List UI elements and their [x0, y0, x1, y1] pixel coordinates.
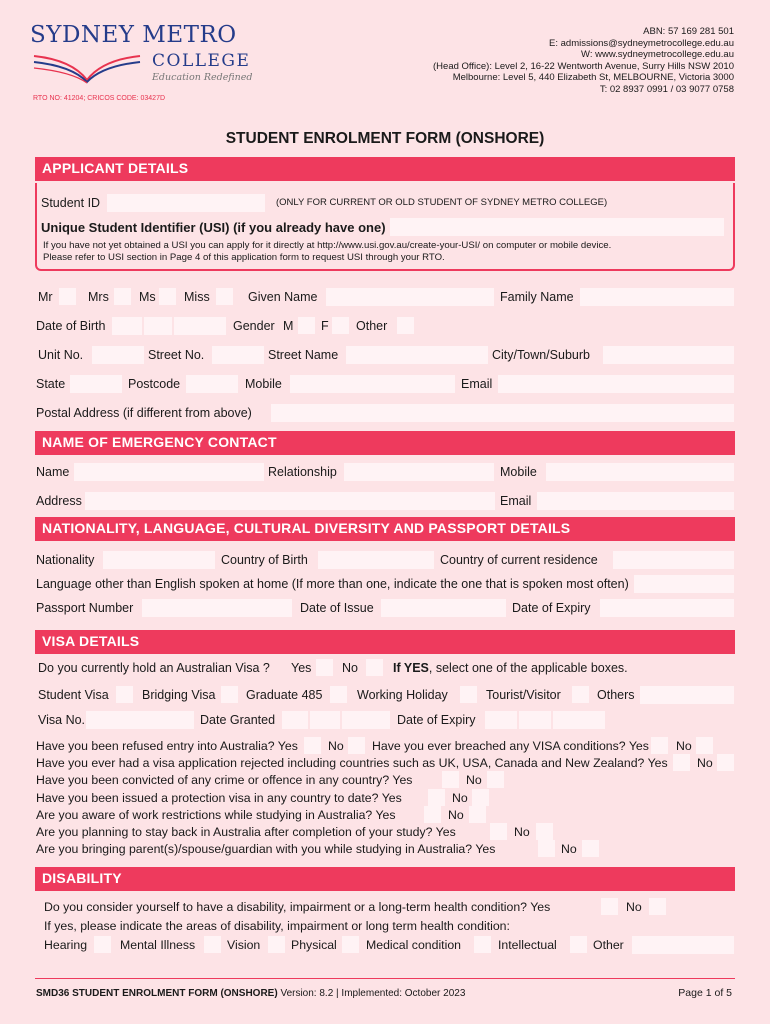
nationality-label: Nationality — [36, 553, 95, 567]
if-yes-instruction: If YES, select one of the applicable boxes. — [393, 661, 628, 675]
q-convicted-no-checkbox[interactable] — [487, 771, 504, 788]
q-refused-entry-no-checkbox[interactable] — [348, 737, 365, 754]
q-protection-visa-no-label: No — [452, 791, 468, 805]
student-id-label: Student ID — [41, 196, 101, 210]
usi-label: Unique Student Identifier (USI) (if you already have one) — [41, 220, 386, 235]
given-name-field[interactable] — [326, 288, 494, 306]
q-stay-back: Are you planning to stay back in Australia after completion of your study? Yes — [36, 825, 456, 839]
dob-year-field[interactable] — [174, 317, 226, 335]
dob-day-field[interactable] — [112, 317, 142, 335]
q-visa-rejected-yes-checkbox[interactable] — [673, 754, 690, 771]
visa-type-graduate-label: Graduate 485 — [246, 688, 323, 702]
gender-other-checkbox[interactable] — [397, 317, 414, 334]
q-visa-rejected-no-checkbox[interactable] — [717, 754, 734, 771]
q-refused-entry-no-label: No — [328, 739, 344, 753]
relationship-field[interactable] — [344, 463, 494, 481]
visa-expiry-label: Date of Expiry — [397, 713, 476, 727]
country-of-birth-field[interactable] — [318, 551, 434, 569]
visa-type-others-field[interactable] — [640, 686, 734, 704]
email-field[interactable] — [498, 375, 734, 393]
state-field[interactable] — [70, 375, 122, 393]
rto-code: RTO NO: 41204; CRICOS CODE: 03427D — [33, 95, 166, 102]
visa-expiry-day-field[interactable] — [485, 711, 517, 729]
country-of-birth-label: Country of Birth — [221, 553, 308, 567]
disability-other-field[interactable] — [632, 936, 734, 954]
q-breached-visa-yes-checkbox[interactable] — [651, 737, 668, 754]
family-name-label: Family Name — [500, 290, 574, 304]
emergency-name-field[interactable] — [74, 463, 264, 481]
section-applicant-details: APPLICANT DETAILS — [35, 157, 735, 181]
city-field[interactable] — [603, 346, 734, 364]
postal-address-label: Postal Address (if different from above) — [36, 406, 252, 420]
visa-type-student-checkbox[interactable] — [116, 686, 133, 703]
visa-type-bridging-label: Bridging Visa — [142, 688, 216, 702]
date-of-issue-label: Date of Issue — [300, 601, 374, 615]
gender-other-label: Other — [356, 319, 388, 333]
hold-visa-no-label: No — [342, 661, 358, 675]
title-mrs-label: Mrs — [88, 290, 109, 304]
disability-hearing-checkbox[interactable] — [94, 936, 111, 953]
postcode-label: Postcode — [128, 377, 181, 391]
visa-type-student-label: Student Visa — [38, 688, 109, 702]
disability-medical-checkbox[interactable] — [474, 936, 491, 953]
gender-label: Gender — [233, 319, 275, 333]
q-work-restrictions-yes-checkbox[interactable] — [424, 806, 441, 823]
footer-divider — [35, 978, 735, 979]
dob-month-field[interactable] — [144, 317, 172, 335]
q-bringing-family-no-label: No — [561, 842, 577, 856]
street-no-field[interactable] — [212, 346, 264, 364]
q-convicted-no-label: No — [466, 773, 482, 787]
visa-type-tourist-label: Tourist/Visitor — [486, 688, 561, 702]
postal-address-field[interactable] — [271, 404, 734, 422]
q-visa-rejected: Have you ever had a visa application rejected including countries such as UK, USA, Canada and New Zealand? Yes — [36, 756, 668, 770]
visa-type-tourist-checkbox[interactable] — [572, 686, 589, 703]
emergency-mobile-label: Mobile — [500, 465, 537, 479]
city-label: City/Town/Suburb — [492, 348, 590, 362]
disability-yes-checkbox[interactable] — [601, 898, 618, 915]
contact-phone: T: 02 8937 0991 / 03 9077 0758 — [599, 83, 734, 95]
q-work-restrictions-no-checkbox[interactable] — [469, 806, 486, 823]
emergency-address-field[interactable] — [85, 492, 495, 510]
visa-expiry-month-field[interactable] — [519, 711, 551, 729]
title-mr-checkbox[interactable] — [59, 288, 76, 305]
q-bringing-family: Are you bringing parent(s)/spouse/guardian with you while studying in Australia? Yes — [36, 842, 496, 856]
visa-expiry-year-field[interactable] — [553, 711, 605, 729]
q-refused-entry-yes-checkbox[interactable] — [304, 737, 321, 754]
dob-label: Date of Birth — [36, 319, 106, 333]
head-office-address: (Head Office): Level 2, 16-22 Wentworth Avenue, Surry Hills NSW 2010 — [433, 60, 734, 72]
q-breached-visa: Have you ever breached any VISA conditions? Yes — [372, 739, 649, 753]
postcode-field[interactable] — [186, 375, 238, 393]
mobile-field[interactable] — [290, 375, 455, 393]
title-mrs-checkbox[interactable] — [114, 288, 131, 305]
date-granted-day-field[interactable] — [282, 711, 308, 729]
disability-vision-checkbox[interactable] — [268, 936, 285, 953]
q-convicted: Have you been convicted of any crime or offence in any country? Yes — [36, 773, 413, 787]
section-visa-details: VISA DETAILS — [35, 630, 735, 654]
usi-note-1: If you have not yet obtained a USI you can apply for it directly at http://www.usi.gov.au/create-your-USI/ on computer or mobile device. — [43, 240, 612, 251]
gender-f-checkbox[interactable] — [332, 317, 349, 334]
section-emergency-contact: NAME OF EMERGENCY CONTACT — [35, 431, 735, 455]
hold-visa-question: Do you currently hold an Australian Visa ? — [38, 661, 270, 675]
disability-medical-label: Medical condition — [366, 938, 462, 952]
abn: ABN: 57 169 281 501 — [643, 26, 734, 37]
street-name-field[interactable] — [346, 346, 488, 364]
country-residence-field[interactable] — [613, 551, 734, 569]
q-work-restrictions: Are you aware of work restrictions while studying in Australia? Yes — [36, 808, 396, 822]
email-label: Email — [461, 377, 493, 391]
hold-visa-yes-label: Yes — [291, 661, 312, 675]
language-field[interactable] — [634, 575, 734, 593]
gender-m-checkbox[interactable] — [298, 317, 315, 334]
emergency-email-label: Email — [500, 494, 532, 508]
q-refused-entry: Have you been refused entry into Australia? Yes — [36, 739, 298, 753]
usi-field[interactable] — [390, 218, 724, 236]
relationship-label: Relationship — [268, 465, 337, 479]
q-protection-visa: Have you been issued a protection visa in any country to date? Yes — [36, 791, 402, 805]
hold-visa-yes-checkbox[interactable] — [316, 659, 333, 676]
unit-no-label: Unit No. — [38, 348, 84, 362]
given-name-label: Given Name — [248, 290, 318, 304]
student-id-field[interactable] — [107, 194, 265, 212]
disability-physical-label: Physical — [291, 938, 337, 952]
title-miss-label: Miss — [184, 290, 210, 304]
section-nationality: NATIONALITY, LANGUAGE, CULTURAL DIVERSITY AND PASSPORT DETAILS — [35, 517, 735, 541]
mobile-label: Mobile — [245, 377, 282, 391]
college-logo: SYDNEY METRO COLLEGE Education Redefined — [30, 22, 253, 83]
visa-type-others-label: Others — [597, 688, 635, 702]
disability-question: Do you consider yourself to have a disability, impairment or a long-term health condition? Yes — [44, 900, 551, 914]
disability-physical-checkbox[interactable] — [342, 936, 359, 953]
q-breached-visa-no-label: No — [676, 739, 692, 753]
contact-web: W: www.sydneymetrocollege.edu.au — [581, 49, 734, 60]
footer-form-info: SMD36 STUDENT ENROLMENT FORM (ONSHORE) Version: 8.2 | Implemented: October 2023 — [36, 988, 466, 999]
section-disability: DISABILITY — [35, 867, 735, 891]
disability-intellectual-checkbox[interactable] — [570, 936, 587, 953]
visa-no-label: Visa No. — [38, 713, 86, 727]
language-label: Language other than English spoken at home (If more than one, indicate the one that is spoken most often) — [36, 577, 629, 591]
date-of-issue-field[interactable] — [381, 599, 506, 617]
disability-vision-label: Vision — [227, 938, 261, 952]
emergency-mobile-field[interactable] — [546, 463, 734, 481]
title-mr-label: Mr — [38, 290, 53, 304]
visa-type-working-holiday-checkbox[interactable] — [460, 686, 477, 703]
q-bringing-family-yes-checkbox[interactable] — [538, 840, 555, 857]
emergency-address-label: Address — [36, 494, 82, 508]
family-name-field[interactable] — [580, 288, 734, 306]
logo-wings-icon — [32, 50, 142, 84]
q-convicted-yes-checkbox[interactable] — [442, 771, 459, 788]
gender-m-label: M — [283, 319, 294, 333]
date-granted-label: Date Granted — [200, 713, 276, 727]
visa-type-bridging-checkbox[interactable] — [221, 686, 238, 703]
disability-hearing-label: Hearing — [44, 938, 88, 952]
page-number: Page 1 of 5 — [678, 987, 732, 999]
disability-no-label: No — [626, 900, 642, 914]
form-title: STUDENT ENROLMENT FORM (ONSHORE) — [225, 130, 545, 147]
q-visa-rejected-no-label: No — [697, 756, 713, 770]
visa-no-field[interactable] — [86, 711, 194, 729]
street-no-label: Street No. — [148, 348, 205, 362]
visa-type-working-holiday-label: Working Holiday — [357, 688, 448, 702]
visa-type-graduate-checkbox[interactable] — [330, 686, 347, 703]
state-label: State — [36, 377, 66, 391]
disability-no-checkbox[interactable] — [649, 898, 666, 915]
disability-areas-label: If yes, please indicate the areas of disability, impairment or long term health condition: — [44, 919, 510, 933]
disability-other-label: Other — [593, 938, 624, 952]
street-name-label: Street Name — [268, 348, 339, 362]
title-miss-checkbox[interactable] — [216, 288, 233, 305]
country-residence-label: Country of current residence — [440, 553, 598, 567]
q-breached-visa-no-checkbox[interactable] — [696, 737, 713, 754]
passport-number-label: Passport Number — [36, 601, 134, 615]
hold-visa-no-checkbox[interactable] — [366, 659, 383, 676]
date-granted-year-field[interactable] — [342, 711, 390, 729]
passport-expiry-field[interactable] — [600, 599, 734, 617]
q-stay-back-no-checkbox[interactable] — [536, 823, 553, 840]
q-stay-back-yes-checkbox[interactable] — [490, 823, 507, 840]
gender-f-label: F — [321, 319, 329, 333]
disability-mental-checkbox[interactable] — [204, 936, 221, 953]
student-id-note: (ONLY FOR CURRENT OR OLD STUDENT OF SYDNEY METRO COLLEGE) — [276, 197, 608, 208]
date-granted-month-field[interactable] — [310, 711, 340, 729]
melbourne-address: Melbourne: Level 5, 440 Elizabeth St, MELBOURNE, Victoria 3000 — [452, 72, 734, 83]
title-ms-checkbox[interactable] — [159, 288, 176, 305]
q-stay-back-no-label: No — [514, 825, 530, 839]
title-ms-label: Ms — [139, 290, 156, 304]
contact-block — [433, 26, 734, 95]
q-bringing-family-no-checkbox[interactable] — [582, 840, 599, 857]
usi-note-2: Please refer to USI section in Page 4 of this application form to request USI through your RTO. — [43, 252, 445, 263]
q-work-restrictions-no-label: No — [448, 808, 464, 822]
unit-no-field[interactable] — [92, 346, 144, 364]
disability-intellectual-label: Intellectual — [498, 938, 557, 952]
emergency-email-field[interactable] — [537, 492, 734, 510]
q-protection-visa-yes-checkbox[interactable] — [428, 789, 445, 806]
emergency-name-label: Name — [36, 465, 70, 479]
disability-mental-label: Mental Illness — [120, 938, 196, 952]
q-protection-visa-no-checkbox[interactable] — [472, 789, 489, 806]
passport-expiry-label: Date of Expiry — [512, 601, 591, 615]
nationality-field[interactable] — [103, 551, 215, 569]
contact-email: E: admissions@sydneymetrocollege.edu.au — [549, 37, 734, 49]
passport-number-field[interactable] — [142, 599, 292, 617]
